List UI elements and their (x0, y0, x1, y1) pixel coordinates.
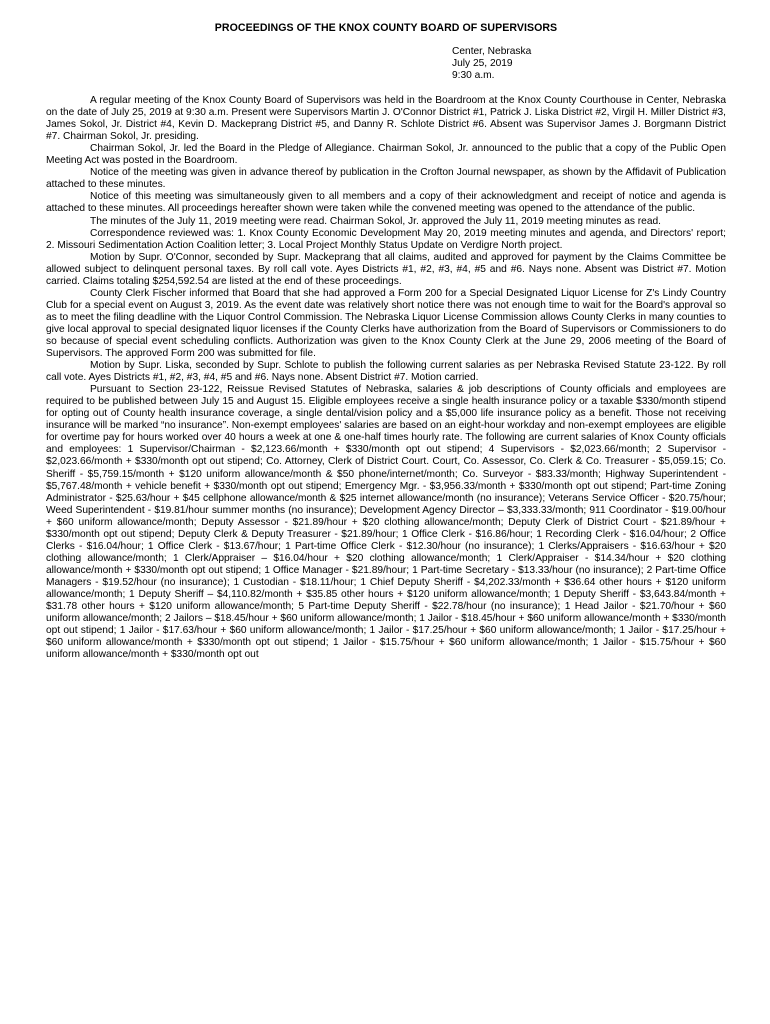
meeting-date: July 25, 2019 (452, 58, 513, 70)
meeting-location: Center, Nebraska (452, 46, 532, 58)
paragraph-pledge: Chairman Sokol, Jr. led the Board in the Pledge of Allegiance. Chairman Sokol, Jr. announced to the public that a copy of the Public Open Meeting Act was posted in the Boardroom. (46, 143, 726, 167)
paragraph-minutes: The minutes of the July 11, 2019 meeting were read. Chairman Sokol, Jr. approved the July 11, 2019 meeting minutes as read. (90, 215, 662, 227)
dateline (452, 46, 726, 82)
paragraph-notice-members: Notice of this meeting was simultaneously given to all members and a copy of their acknowledgment and receipt of notice and agenda is attached to these minutes. All proceedings hereafter shown were taken while the convened meeting was opened to the attendance of the public. (46, 191, 726, 215)
meeting-time: 9:30 a.m. (452, 70, 495, 82)
paragraph-correspondence: Correspondence reviewed was: 1. Knox County Economic Development May 20, 2019 meeting minutes and agenda, and Directors' report; 2. Missouri Sedimentation Action Coalition letter; 3. Local Project Monthly Status Update on Verdigre North project. (46, 227, 726, 251)
paragraph-salaries: Pursuant to Section 23-122, Reissue Revised Statutes of Nebraska, salaries & job descriptions of County officials and employees are required to be published between July 15 and August 15. Eligible employees receive a single health insurance policy or a taxable $330/month stipend for opting out of County health insurance coverage, a single dental/vision policy and a $5,000 life insurance policy as a benefit. Those not receiving insurance will be marked “no insurance”. Non-exempt employees' salaries are based on an eight-hour workday and non-exempt employees are eligible for overtime pay for hours worked over 40 hours a week at one & one-half times hourly rate. The following are current salaries of Knox County officials and employees: 1 Supervisor/Chairman - $2,123.66/month + $330/month opt out stipend; 4 Supervisors - $2,023.66/month; 2 Supervisor - $2,023.66/month + $330/month opt out stipend; Co. Attorney, Clerk of District Court. Court, Co. Assessor, Co. Clerk & Co. Treasurer - $5,059.15; Co. Sheriff - $5,759.15/month + $120 uniform allowance/month & $50 phone/internet/month; Co. Surveyor - $83.33/month; Highway Superintendent - $5,767.48/month + vehicle benefit + $330/month opt out stipend; Emergency Mgr. - $3,956.33/month + $330/month opt out stipend; Part-time Zoning Administrator - $25.63/hour + $45 cellphone allowance/month & $25 internet allowance/month (no insurance); Veterans Service Officer - $20.75/hour; Weed Superintendent - $19.81/hour summer months (no insurance); Development Agency Director – $3,333.33/month; 911 Coordinator - $19.00/hour + $60 uniform allowance/month; Deputy Assessor - $21.89/hour + $20 clothing allowance/month; Deputy Clerk of District Court - $21.89/hour + $330/month opt out stipend; Deputy Clerk & Deputy Treasurer - $21.89/hour; 1 Office Clerk - $16.86/hour; 1 Recording Clerk - $16.04/hour; 2 Office Clerks - $16.04/hour; 1 Office Clerk - $13.67/hour; 1 Part-time Office Clerk - $12.30/hour (no insurance); 1 Clerks/Appraisers - $16.63/hour + $20 clothing allowance/month; 1 Clerk/Appraiser – $16.04/hour + $20 clothing allowance/month; 1 Clerk/Appraiser - $14.34/hour + $20 clothing allowance/month + $330/month opt out stipend; 1 Office Manager - $21.89/hour; 1 Part-time Secretary - $13.33/hour (no insurance); 2 Part-time Office Managers - $19.52/hour (no insurance); 1 Custodian - $18.11/hour; 1 Chief Deputy Sheriff - $4,202.33/month + $36.64 other hours + $120 uniform allowance/month; 1 Deputy Sheriff – $4,110.82/month + $35.85 other hours + $120 uniform allowance/month; 1 Deputy Sheriff - $3,643.84/month + $31.78 other hours + $120 uniform allowance/month; 5 Part-time Deputy Sheriff - $22.78/hour (no insurance); 1 Head Jailor - $21.70/hour + $60 uniform allowance/month; 2 Jailors – $18.45/hour + $60 uniform allowance/month; 1 Jailor - $18.45/hour + $60 uniform allowance/month + $330/month opt out stipend; 1 Jailor - $17.63/hour + $60 uniform allowance/month; 1 Jailor - $17.25/hour + $60 uniform allowance/month; 1 Jailor - $17.25/hour + $60 uniform allowance/month + $330/month opt out stipend; 1 Jailor - $15.75/hour + $60 uniform allowance/month; 1 Jailor - $15.75/hour + $60 uniform allowance/month + $330/month opt out (46, 384, 726, 661)
paragraph-notice-publication: Notice of the meeting was given in advance thereof by publication in the Crofton Journal newspaper, as shown by the Affidavit of Publication attached to these minutes. (46, 167, 726, 191)
paragraph-claims-motion: Motion by Supr. O'Connor, seconded by Supr. Mackeprang that all claims, audited and approved for payment by the Claims Committee be allowed subject to delinquent personal taxes. By roll call vote. Ayes Districts #1, #2, #3, #4, #5 and #6. Nays none. Absent was District #7. Motion carried. Claims totaling $254,592.54 are listed at the end of these proceedings. (46, 251, 726, 287)
paragraph-salary-motion: Motion by Supr. Liska, seconded by Supr. Schlote to publish the following current salaries as per Nebraska Revised Statute 23-122. By roll call vote. Ayes Districts #1, #2, #3, #4, #5 and #6. Nays none. Absent District #7. Motion carried. (46, 360, 726, 384)
document-page (46, 22, 726, 661)
paragraph-liquor-license: County Clerk Fischer informed that Board that she had approved a Form 200 for a Special Designated Liquor License for Z's Lindy Country Club for a special event on August 3, 2019. As the event date was relatively short notice there was not enough time to wait for the Board's approval so as to meet the filing deadline with the Liquor Control Commission. The Nebraska Liquor License Commission allows County Clerks in many counties to give local approval to special designated liquor licenses if the County Clerks have authorization from the Board of Supervisors or Commissioners to do so because of special event scheduling conflicts. Authorization was given to the Knox County Clerk at the June 29, 2006 meeting of the Board of Supervisors. The approved Form 200 was submitted for file. (46, 287, 726, 360)
document-title: PROCEEDINGS OF THE KNOX COUNTY BOARD OF SUPERVISORS (214, 22, 558, 34)
paragraph-meeting-opening: A regular meeting of the Knox County Board of Supervisors was held in the Boardroom at the Knox County Courthouse in Center, Nebraska on the date of July 25, 2019 at 9:30 a.m. Present were Supervisors Martin J. O'Connor District #1, Patrick J. Liska District #2, Virgil H. Miller District #3, James Sokol, Jr. District #4, Kevin D. Mackeprang District #5, and Danny R. Schlote District #6. Absent was Supervisor James J. Borgmann District #7. Chairman Sokol, Jr. presiding. (46, 95, 726, 143)
